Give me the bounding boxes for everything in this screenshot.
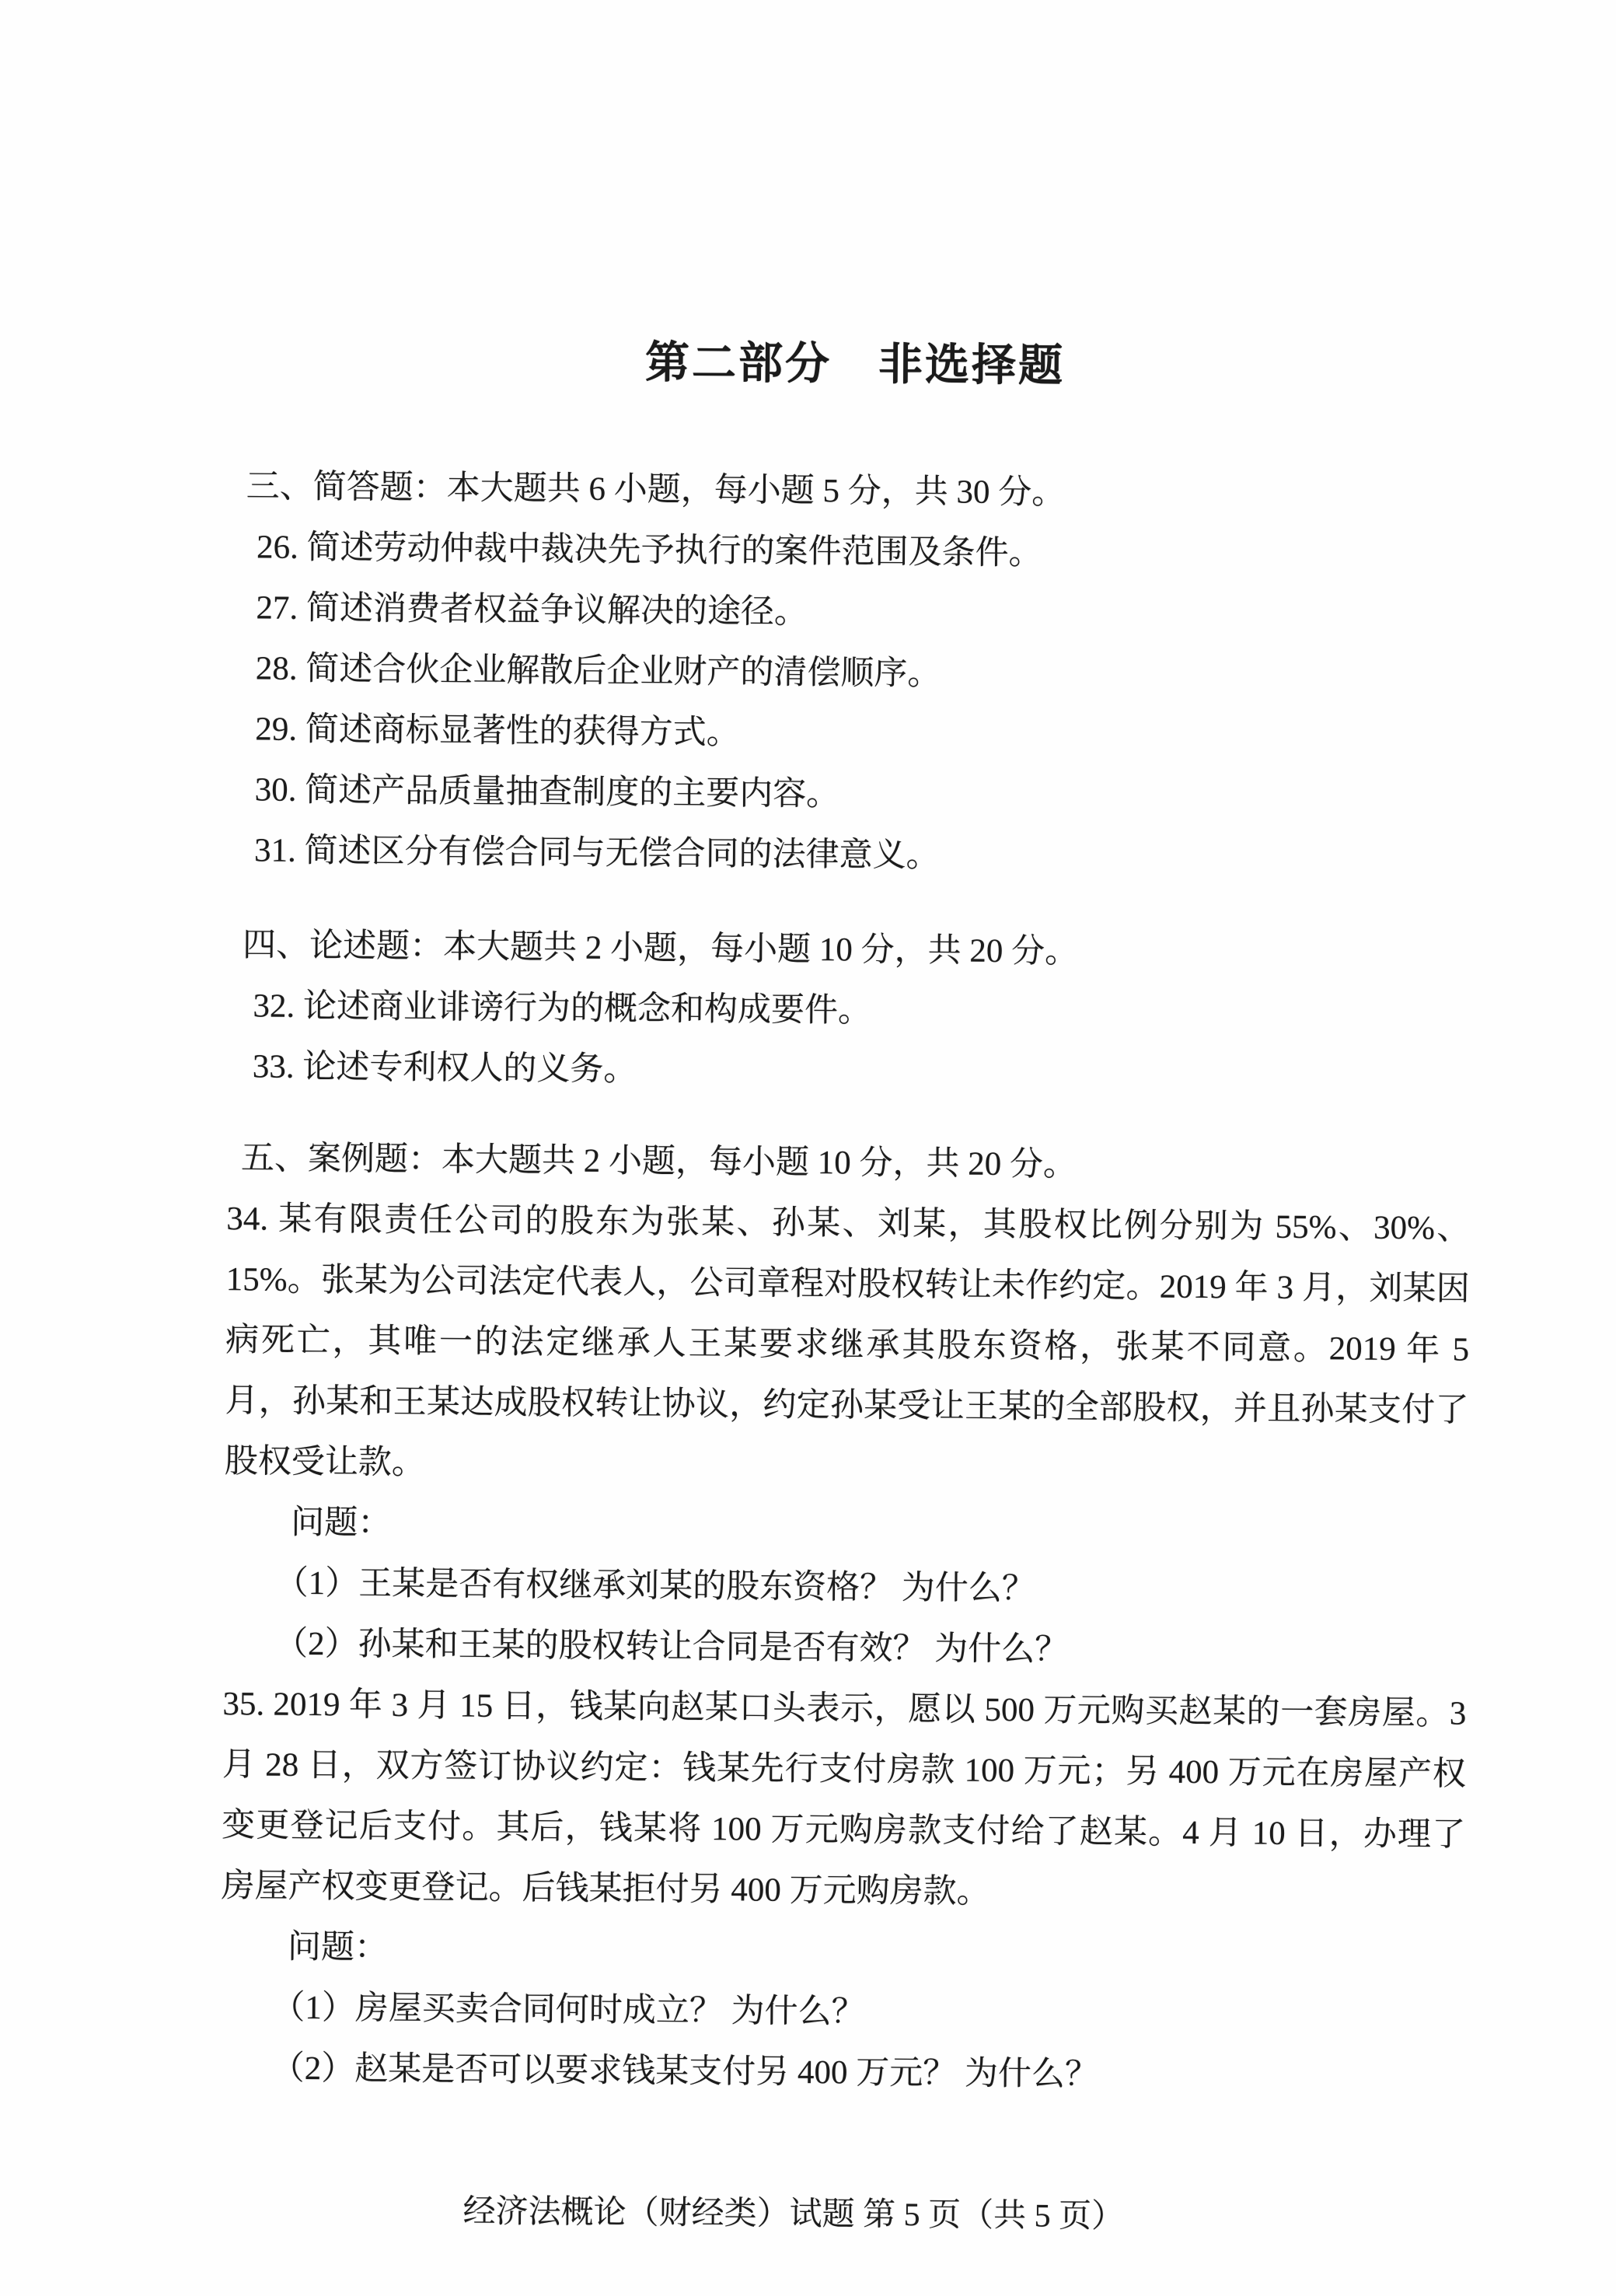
question-30: 30. 简述产品质量抽查制度的主要内容。 <box>254 771 840 813</box>
section-heading-case: 五、案例题：本大题共 2 小题，每小题 10 分，共 20 分。 <box>240 1140 1077 1183</box>
part-title: 第二部分 非选择题 <box>644 338 1066 391</box>
page-footer: 经济法概论（财经类）试题 第 5 页（共 5 页） <box>462 2193 1125 2235</box>
case-34-body: 34. 某有限责任公司的股东为张某、孙某、刘某，其股权比例分别为 55%、30%、15%。张某为公司法定代表人，公司章程对股权转让未作约定。2019 年 3 月，刘某因病死亡，其唯一的法定继承人王某要求继承其股东资格，张某不同意。2019 年 5 月，孙某和王某达成股权转让协议，约定孙某受让王某的全部股权，并且孙某支付了股权受让款。 <box>224 1200 1471 1482</box>
question-33: 33. 论述专利权人的义务。 <box>252 1048 637 1089</box>
section-heading-short-answer: 三、简答题：本大题共 6 小题，每小题 5 分，共 30 分。 <box>246 468 1066 512</box>
question-31: 31. 简述区分有偿合同与无偿合同的法律意义。 <box>253 832 940 875</box>
question-32: 32. 论述商业诽谤行为的概念和构成要件。 <box>253 987 872 1029</box>
page-content <box>219 0 1479 2109</box>
section-heading-essay: 四、论述题：本大题共 2 小题，每小题 10 分，共 20 分。 <box>242 927 1079 970</box>
case-35-question-2: （2）赵某是否可以要求钱某支付另 400 万元？ 为什么？ <box>270 2050 1099 2093</box>
question-28: 28. 简述合伙企业解散后企业财产的清偿顺序。 <box>255 650 941 693</box>
question-27: 27. 简述消费者权益争议解决的途径。 <box>256 589 808 631</box>
question-29: 29. 简述商标显著性的获得方式。 <box>255 711 740 752</box>
case-35-question-1: （1）房屋买卖合同何时成立？ 为什么？ <box>271 1989 865 2031</box>
case-34-prompt: 问题： <box>291 1504 392 1542</box>
case-34-question-2: （2）孙某和王某的股权转让合同是否有效？ 为什么？ <box>274 1625 1069 1669</box>
case-35-prompt: 问题： <box>287 1928 389 1966</box>
case-34-question-1: （1）王某是否有权继承刘某的股东资格？ 为什么？ <box>274 1564 1036 1608</box>
case-35-body: 35. 2019 年 3 月 15 日，钱某向赵某口头表示，愿以 500 万元购买赵某的一套房屋。3 月 28 日，双方签订协议约定：钱某先行支付房款 100 万元；另 400 万元在房屋产权变更登记后支付。其后，钱某将 100 万元购房款支付给了赵某。4 月 10 日，办理了房屋产权变更登记。后钱某拒付另 400 万元购房款。 <box>221 1686 1467 1910</box>
question-26: 26. 简述劳动仲裁中裁决先予执行的案件范围及条件。 <box>256 529 1042 572</box>
